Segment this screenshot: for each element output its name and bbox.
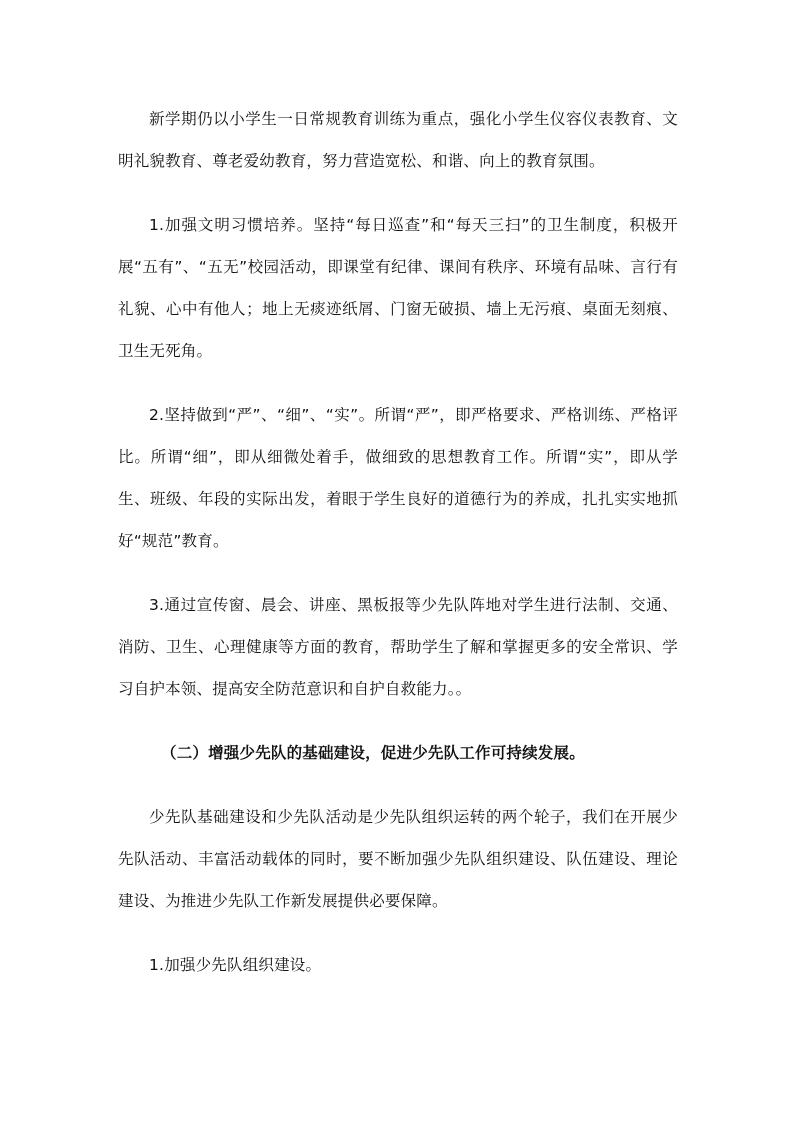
document-body xyxy=(118,98,678,1008)
item-1-paragraph: 1.加强文明习惯培养。坚持“每日巡查”和“每天三扫”的卫生制度，积极开展“五有”、“五无”校园活动，即课堂有纪律、课间有秩序、环境有品味、言行有礼貌、心中有他人；地上无痰迹纸屑、门窗无破损、墙上无污痕、桌面无刻痕、卫生无死角。 xyxy=(118,216,678,360)
subitem-paragraph: 1.加强少先队组织建设。 xyxy=(149,956,322,974)
item-3-paragraph: 3.通过宣传窗、晨会、讲座、黑板报等少先队阵地对学生进行法制、交通、消防、卫生、心理健康等方面的教育，帮助学生了解和掌握更多的安全常识、学习自护本领、提高安全防范意识和自护自救能力。。 xyxy=(118,596,678,698)
section-paragraph: 少先队基础建设和少先队活动是少先队组织运转的两个轮子，我们在开展少先队活动、丰富活动载体的同时，要不断加强少先队组织建设、队伍建设、理论建设、为推进少先队工作新发展提供必要保障。 xyxy=(118,808,678,910)
item-2-paragraph: 2.坚持做到“严”、“细”、“实”。所谓“严”，即严格要求、严格训练、严格评比。所谓“细”，即从细微处着手，做细致的思想教育工作。所谓“实”，即从学生、班级、年段的实际出发，着眼于学生良好的道德行为的养成，扎扎实实地抓好“规范”教育。 xyxy=(118,406,678,550)
intro-paragraph: 新学期仍以小学生一日常规教育训练为重点，强化小学生仪容仪表教育、文明礼貌教育、尊老爱幼教育，努力营造宽松、和谐、向上的教育氛围。 xyxy=(118,110,678,170)
section-heading: （二）增强少先队的基础建设，促进少先队工作可持续发展。 xyxy=(161,744,585,762)
